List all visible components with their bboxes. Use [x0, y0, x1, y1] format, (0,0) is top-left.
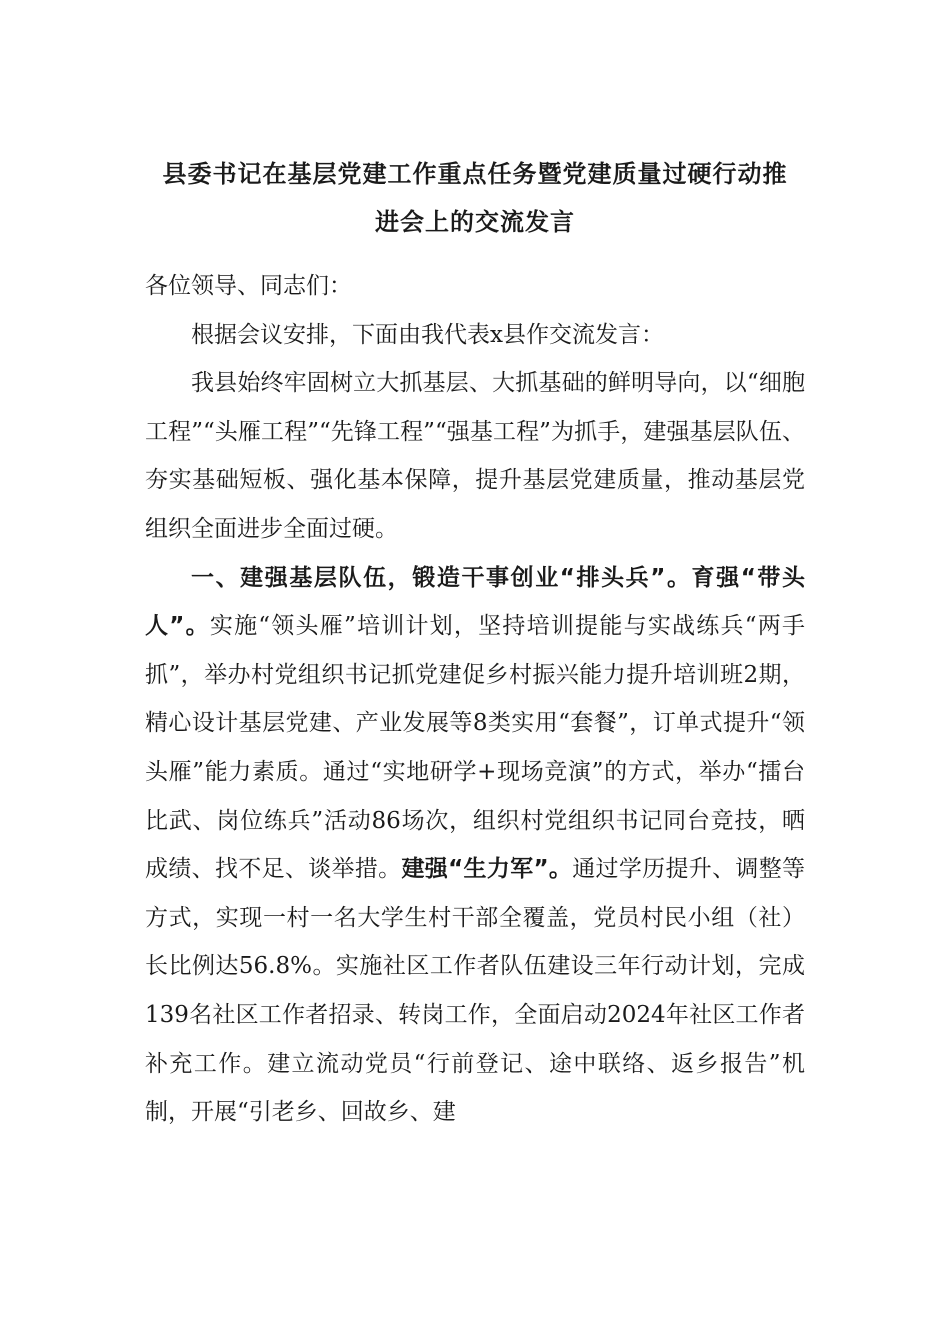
section-1-heading: 一、建强基层队伍，锻造干事创业“排头兵”。 [191, 564, 692, 591]
section-1-text-2: 通过学历提升、调整等方式，实现一村一名大学生村干部全覆盖，党员村民小组（社）长比例达56.8%。实施社区工作者队伍建设三年行动计划，完成139名社区工作者招录、转岗工作，全面启动2024年社区工作者补充工作。建立流动党员“行前登记、途中联络、返乡报告”机制，开展“引老乡、回故乡、建 [145, 856, 806, 1126]
paragraph-section-1 [145, 554, 805, 1137]
title-line-2: 进会上的交流发言 [375, 208, 575, 236]
salutation: 各位领导、同志们： [145, 273, 352, 299]
paragraph-overview: 我县始终牢固树立大抓基层、大抓基础的鲜明导向，以“细胞工程”“头雁工程”“先锋工程”“强基工程”为抓手，建强基层队伍、夯实基础短板、强化基本保障，提升基层党建质量，推动基层党组织全面进步全面过硬。 [145, 370, 805, 542]
document-body [145, 262, 805, 1137]
title-line-1: 县委书记在基层党建工作重点任务暨党建质量过硬行动推 [162, 160, 788, 188]
section-1-subheading-2: 建强“生力军”。 [401, 856, 573, 883]
document-title [145, 150, 805, 246]
paragraph-intro: 根据会议安排，下面由我代表x县作交流发言： [191, 321, 664, 348]
section-1-text-1: 实施“领头雁”培训计划，坚持培训提能与实战练兵“两手抓”，举办村党组织书记抓党建促乡村振兴能力提升培训班2期，精心设计基层党建、产业发展等8类实用“套餐”，订单式提升“领头雁”能力素质。通过“实地研学+现场竞演”的方式，举办“擂台比武、岗位练兵”活动86场次，组织村党组织书记同台竞技，晒成绩、找不足、谈举措。 [145, 613, 805, 883]
section-1-subheading-1: 育强“带头人”。 [145, 564, 805, 640]
